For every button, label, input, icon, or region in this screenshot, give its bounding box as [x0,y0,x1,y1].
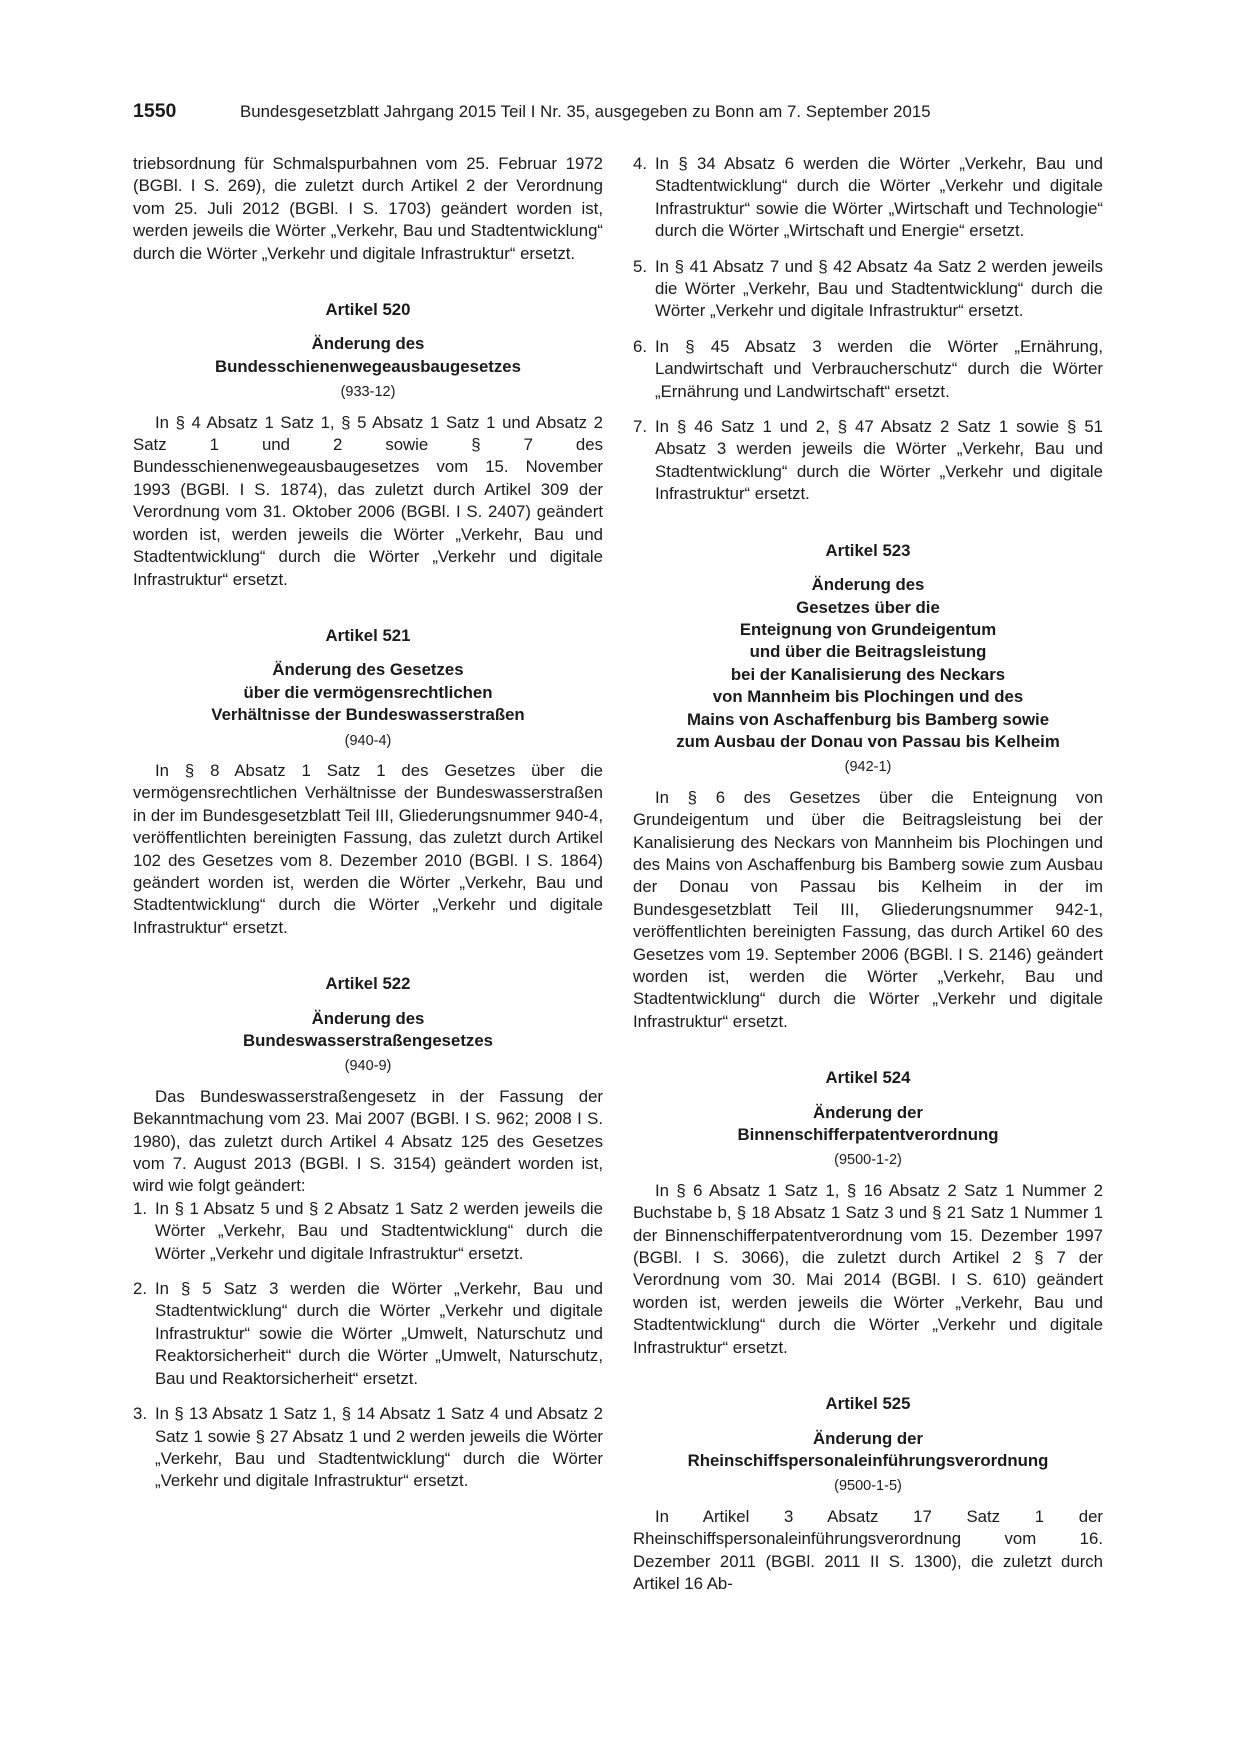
article-number: Artikel 523 [825,540,911,560]
list-item-text: In § 5 Satz 3 werden die Wörter „Verkehr, Bau und Stadtentwicklung“ durch die Wörter „Verkehr und digitale Infrastruktur“ sowie die Wörter „Umwelt, Naturschutz und Reaktorsicherheit“ durch die Wörter „Umwelt, Naturschutz, Bau und Reaktorsicherheit“ ersetzt. [155,1279,603,1388]
article-524 [633,1067,1103,1359]
article-title-line: Binnenschifferpatentverordnung [737,1125,999,1145]
article-title-line: Änderung des [811,575,925,595]
list-item-number: 5. [633,256,647,276]
list-item-number: 3. [133,1404,147,1424]
list-item [133,1403,603,1493]
article-body: In Artikel 3 Absatz 17 Satz 1 der Rheinschiffspersonaleinführungsverordnung vom 16. Dezember 2011 (BGBl. 2011 II S. 1300), die zuletzt durch Artikel 16 Ab- [633,1506,1103,1593]
article-525 [633,1393,1103,1595]
list-item-number: 6. [633,336,647,356]
article-title-line: Änderung des Gesetzes [272,660,464,680]
article-body: In § 4 Absatz 1 Satz 1, § 5 Absatz 1 Satz 1 und Absatz 2 Satz 1 und 2 sowie § 7 des Bundesschienenwegeausbaugesetzes vom 15. November 1993 (BGBl. I S. 1874), das zuletzt durch Artikel 309 der Verordnung vom 31. Oktober 2006 (BGBl. I S. 2407) geändert worden ist, werden jeweils die Wörter „Verkehr, Bau und Stadtentwicklung“ durch die Wörter „Verkehr und digitale Infrastruktur“ ersetzt. [133,412,603,589]
list-item-text: In § 13 Absatz 1 Satz 1, § 14 Absatz 1 Satz 4 und Absatz 2 Satz 1 sowie § 27 Absatz 1 und 2 werden jeweils die Wörter „Verkehr, Bau und Stadtentwicklung“ durch die Wörter „Verkehr und digitale Infrastruktur“ ersetzt. [155,1404,603,1491]
list-item-text: In § 34 Absatz 6 werden die Wörter „Verkehr, Bau und Stadtentwicklung“ durch die Wörter „Verkehr und digitale Infrastruktur“ sowie die Wörter „Wirtschaft und Technologie“ durch die Wörter „Wirtschaft und Energie“ ersetzt. [655,154,1103,241]
article-title-line: Enteignung von Grundeigentum [739,619,997,639]
article-body: In § 6 des Gesetzes über die Enteignung von Grundeigentum und über die Beitragsleistung bei der Kanalisierung des Neckars von Mannheim bis Plochingen und des Mains von Aschaffenburg bis Bamberg sowie zum Ausbau der Donau von Passau bis Kelheim in der im Bundesgesetzblatt Teil III, Gliederungsnummer 942-1, veröffentlichten bereinigten Fassung, das durch Artikel 60 des Gesetzes vom 19. September 2006 (BGBl. I S. 2146) geändert worden ist, werden die Wörter „Verkehr, Bau und Stadtentwicklung“ durch die Wörter „Verkehr und digitale Infrastruktur“ ersetzt. [633,787,1103,1031]
article-number: Artikel 520 [325,300,411,320]
list-item [633,153,1103,243]
article-title-line: Bundesschienenwegeausbaugesetzes [215,356,521,376]
list-item-number: 7. [633,417,647,437]
article-title-line: von Mannheim bis Plochingen und des [712,687,1024,707]
article-number: Artikel 522 [325,974,411,994]
running-head: Bundesgesetzblatt Jahrgang 2015 Teil I Nr. 35, ausgegeben zu Bonn am 7. September 2015 [240,102,931,121]
fna-number: (942-1) [844,759,892,776]
article-title [633,1428,1103,1473]
article-title [633,574,1103,753]
list-item [133,1278,603,1390]
article-body: In § 6 Absatz 1 Satz 1, § 16 Absatz 2 Satz 1 Nummer 2 Buchstabe b, § 18 Absatz 1 Satz 3 und § 21 Satz 1 Nummer 1 der Binnenschifferpatentverordnung vom 15. Dezember 1997 (BGBl. I S. 3066), die zuletzt durch Artikel 2 § 7 der Verordnung vom 30. Mai 2014 (BGBl. I S. 610) geändert worden ist, werden jeweils die Wörter „Verkehr, Bau und Stadtentwicklung“ durch die Wörter „Verkehr und digitale Infrastruktur“ ersetzt. [633,1180,1103,1357]
fna-number: (9500-1-5) [834,1478,902,1495]
article-title-line: bei der Kanalisierung des Neckars [730,664,1006,684]
article-body: Das Bundeswasserstraßengesetz in der Fassung der Bekanntmachung vom 23. Mai 2007 (BGBl. I S. 962; 2008 I S. 1980), das zuletzt durch Artikel 4 Absatz 125 des Gesetzes vom 7. August 2013 (BGBl. I S. 3154) geändert worden ist, wird wie folgt geändert: [133,1086,603,1196]
amendment-list-continued [633,153,1103,506]
article-title [133,333,603,378]
article-title-line: Änderung des [311,1008,425,1028]
fna-number: (933-12) [340,384,396,401]
article-520 [133,299,603,591]
list-item-number: 4. [633,154,647,173]
article-title-line: und über die Beitragsleistung [749,642,987,662]
page-number: 1550 [133,100,177,122]
intro-paragraph: triebsordnung für Schmalspurbahnen vom 25. Februar 1972 (BGBl. I S. 269), die zuletzt durch Artikel 2 der Verordnung vom 25. Juli 2012 (BGBl. I S. 1703) geändert worden ist, werden jeweils die Wörter „Verkehr, Bau und Stadtentwicklung“ durch die Wörter „Verkehr und digitale Infrastruktur“ ersetzt. [133,154,603,263]
list-item [633,416,1103,506]
article-title-line: Änderung des [311,334,425,354]
list-item-number: 1. [133,1198,147,1218]
list-item-number: 2. [133,1279,147,1299]
article-title-line: Verhältnisse der Bundeswasserstraßen [211,705,525,725]
list-item-text: In § 46 Satz 1 und 2, § 47 Absatz 2 Satz 1 sowie § 51 Absatz 3 werden jeweils die Wörter „Verkehr, Bau und Stadtentwicklung“ durch die Wörter „Verkehr und digitale Infrastruktur“ ersetzt. [655,417,1103,504]
article-title-line: Gesetzes über die [796,597,940,617]
article-title-line: Änderung der [812,1428,923,1448]
article-523 [633,540,1103,1034]
list-item [633,336,1103,403]
article-title-line: zum Ausbau der Donau von Passau bis Kelheim [676,731,1060,751]
amendment-list [133,1198,603,1493]
article-title-line: Bundeswasserstraßengesetzes [243,1031,493,1050]
fna-number: (940-4) [344,732,392,749]
article-body: In § 8 Absatz 1 Satz 1 des Gesetzes über die vermögensrechtlichen Verhältnisse der Bundeswasserstraßen in der im Bundesgesetzblatt Teil III, Gliederungsnummer 940-4, veröffentlichten bereinigten Fassung, das zuletzt durch Artikel 102 des Gesetzes vom 8. Dezember 2010 (BGBl. I S. 1864) geändert worden ist, werden die Wörter „Verkehr, Bau und Stadtentwicklung“ durch die Wörter „Verkehr und digitale Infrastruktur“ ersetzt. [133,760,603,937]
left-column [133,153,603,1506]
article-521 [133,625,603,939]
article-522 [133,973,603,1493]
fna-number: (9500-1-2) [834,1152,902,1169]
article-number: Artikel 521 [325,625,411,645]
article-title [133,1008,603,1053]
article-number: Artikel 524 [825,1068,911,1088]
fna-number: (940-9) [344,1058,392,1075]
article-title-line: über die vermögensrechtlichen [243,682,493,702]
list-item [133,1198,603,1265]
article-title-line: Mains von Aschaffenburg bis Bamberg sowie [686,709,1050,729]
list-item-text: In § 45 Absatz 3 werden die Wörter „Ernährung, Landwirtschaft und Verbraucherschutz“ durch die Wörter „Ernährung und Landwirtschaft“ ersetzt. [655,336,1103,401]
list-item [633,256,1103,323]
article-number: Artikel 525 [825,1394,911,1414]
list-item-text: In § 41 Absatz 7 und § 42 Absatz 4a Satz 2 werden jeweils die Wörter „Verkehr, Bau und Stadtentwicklung“ durch die Wörter „Verkehr und digitale Infrastruktur“ ersetzt. [655,256,1103,321]
right-column [633,153,1103,1595]
article-title-line: Rheinschiffspersonaleinführungsverordnung [687,1450,1049,1470]
article-title [133,659,603,726]
list-item-text: In § 1 Absatz 5 und § 2 Absatz 1 Satz 2 werden jeweils die Wörter „Verkehr, Bau und Stadtentwicklung“ durch die Wörter „Verkehr und digitale Infrastruktur“ ersetzt. [155,1198,603,1263]
article-title [633,1102,1103,1147]
page-header [133,100,1013,130]
article-title-line: Änderung der [812,1102,923,1122]
